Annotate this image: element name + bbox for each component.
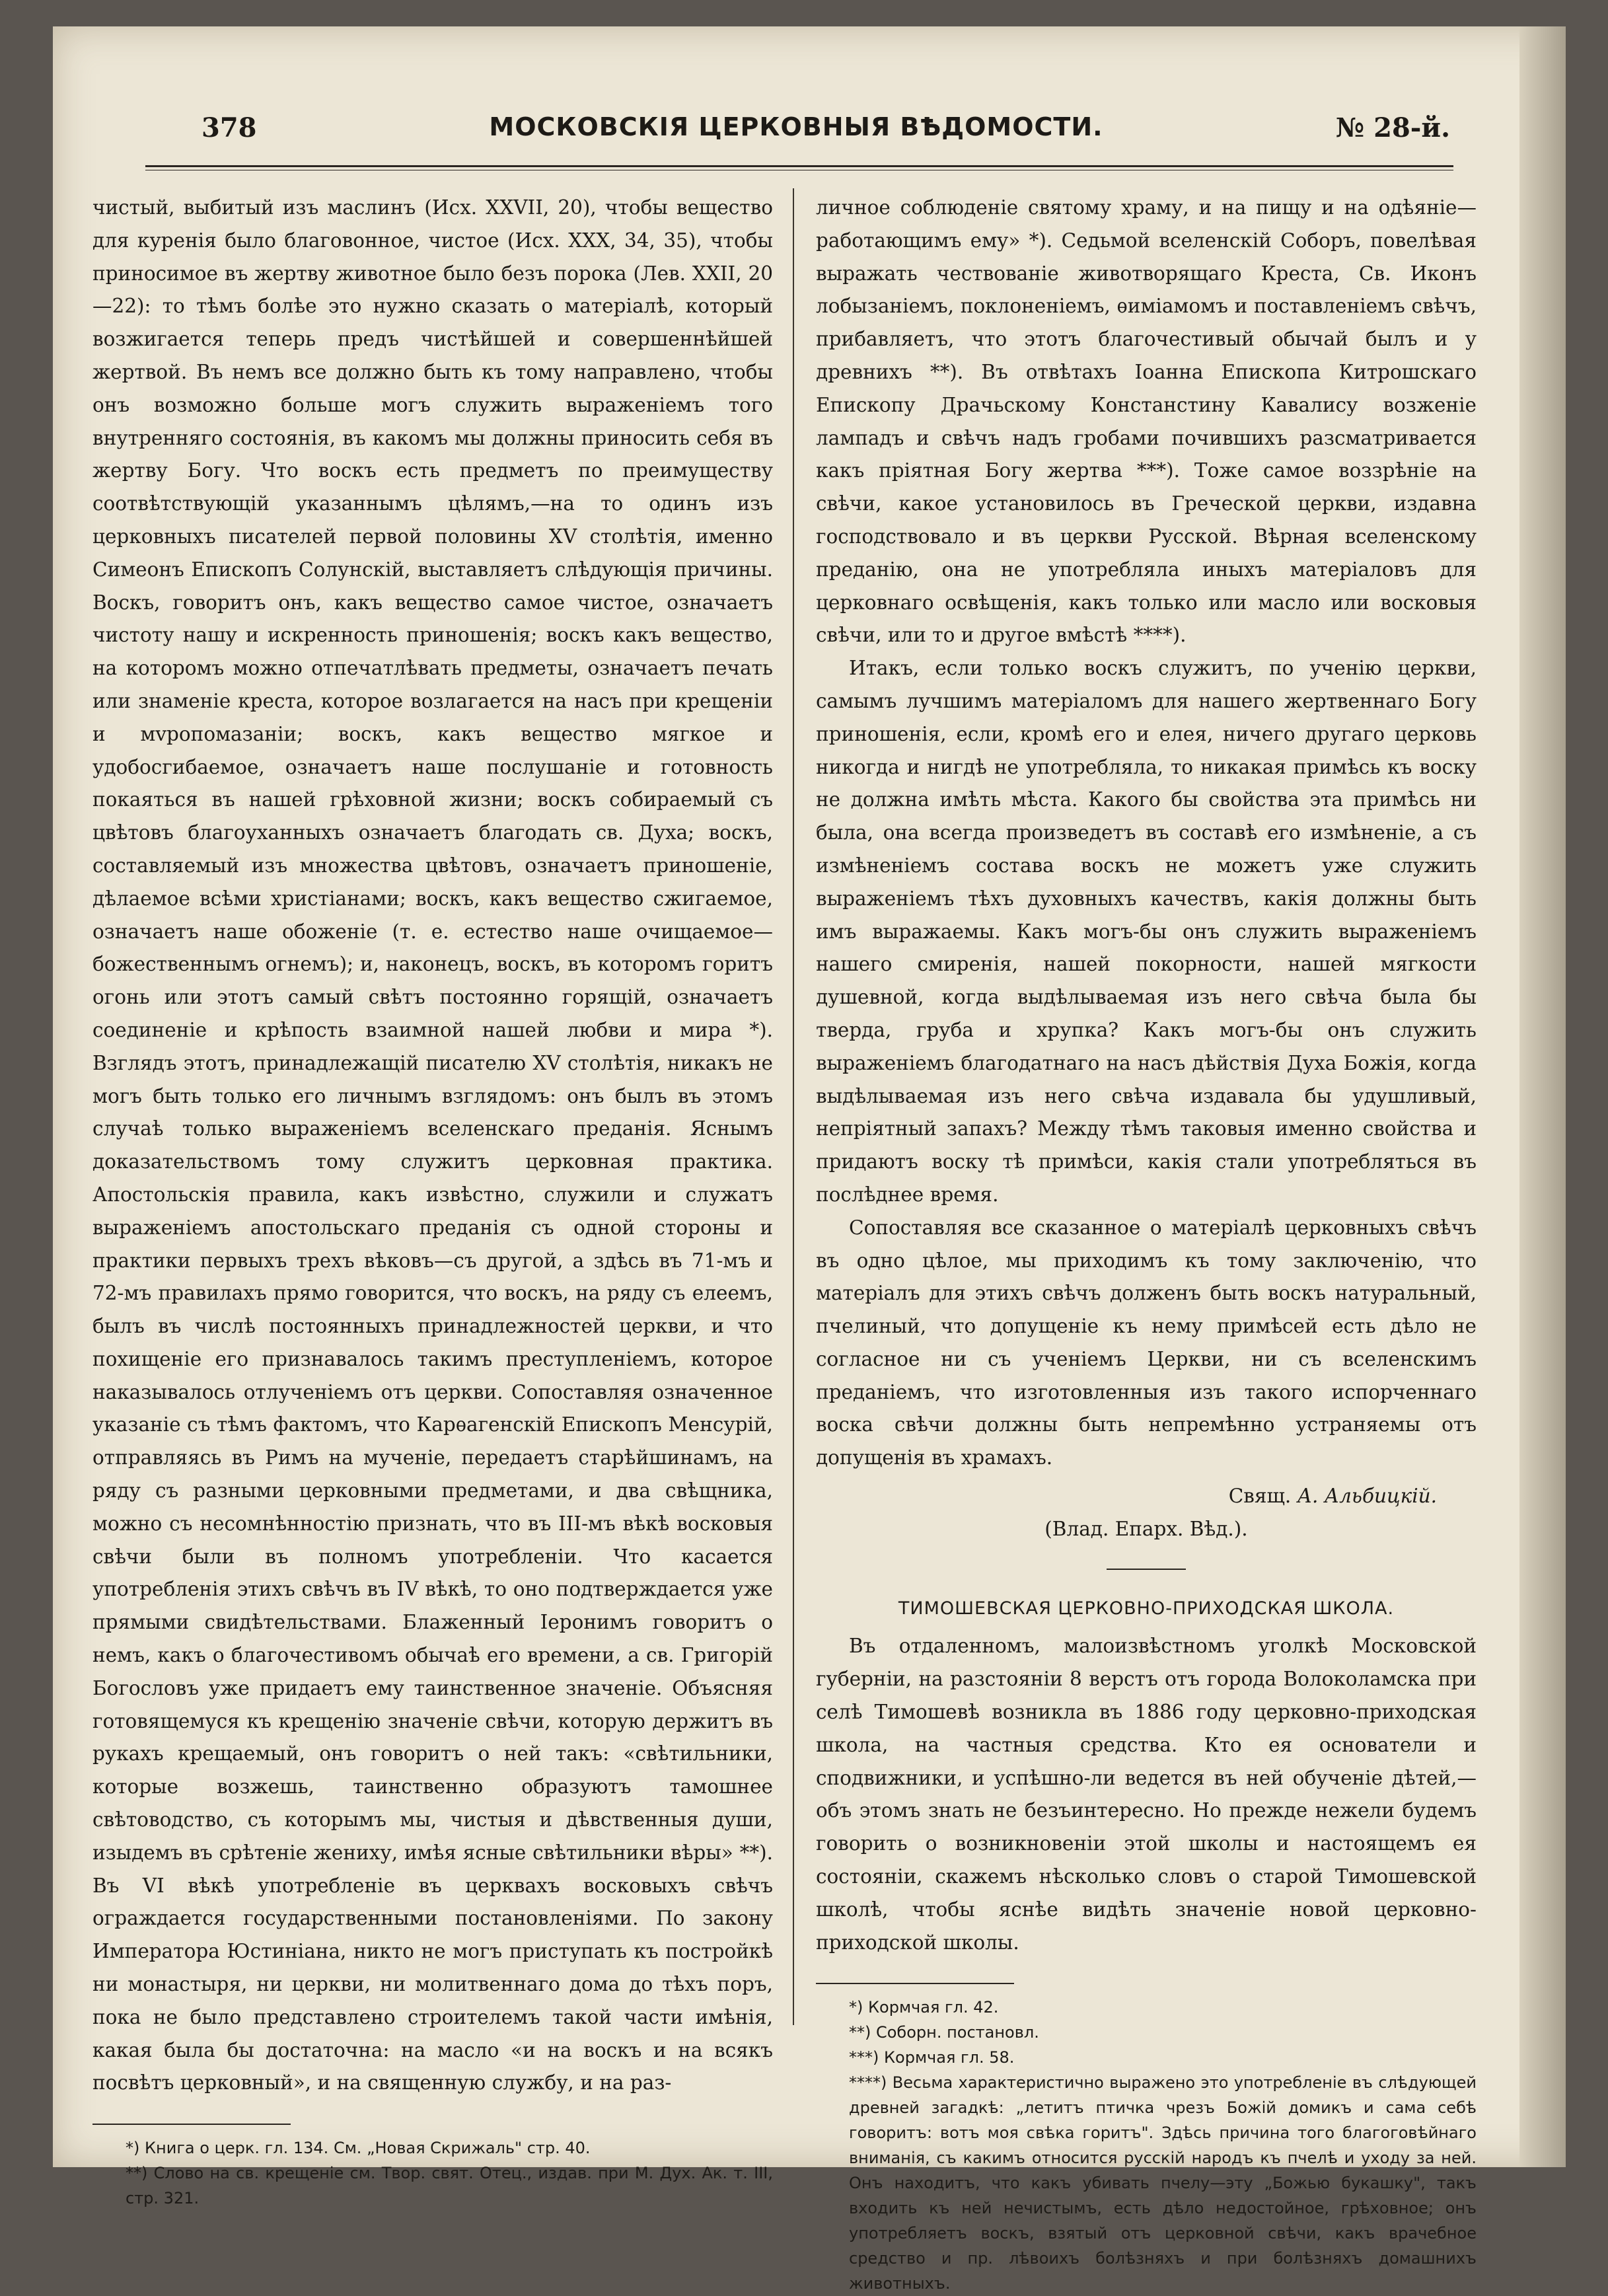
issue-number: № 28-й. — [1335, 112, 1450, 143]
page-number: 378 — [201, 112, 257, 143]
footnote: *) Кормчая гл. 42. — [849, 1998, 999, 2017]
source-citation: (Влад. Епарх. Вѣд.). — [1044, 1517, 1248, 1540]
article-title: ТИМОШЕВСКАЯ ЦЕРКОВНО-ПРИХОДСКАЯ ШКОЛА. — [898, 1598, 1395, 1619]
section-divider — [1107, 1569, 1186, 1570]
signature-prefix: Свящ. — [1228, 1485, 1292, 1508]
journal-title: МОСКОВСКІЯ ЦЕРКОВНЫЯ ВѢДОМОСТИ. — [489, 112, 1103, 141]
footnote: **) Слово на св. крещеніе см. Твор. свят. Отец., издав. при М. Дух. Ак. т. III, стр. 321. — [126, 2164, 773, 2208]
body-paragraph: чистый, выбитый изъ маслинъ (Исх. XXVII, 20), чтобы вещество для куренія было благовонное, чистое (Исх. XXX, 34, 35), чтобы приносимое въ жертву животное было безъ порока (Лев. XXII, 20—22): то тѣмъ болѣе это нужно сказать о матеріалѣ, который возжигается теперь предъ чистѣйшей и совершеннѣйшей жертвой. Въ немъ все должно быть къ тому направлено, чтобы онъ возможно больше могъ служить выраженіемъ того внутренняго состоянія, въ какомъ мы должны приносить себя въ жертву Богу. Что воскъ есть предметъ по преимуществу соотвѣтствующій указаннымъ цѣлямъ,—на то одинъ изъ церковныхъ писателей первой половины XV столѣтія, именно Симеонъ Епископъ Солунскій, выставляетъ слѣдующія причины. Воскъ, говоритъ онъ, какъ вещество самое чистое, означаетъ чистоту нашу и искренность приношенія; воскъ какъ вещество, на которомъ можно отпечатлѣвать предметы, означаетъ печать или знаменіе креста, которое возлагается на насъ при крещеніи и мvропомазаніи; воскъ, какъ вещество мягкое и удобосгибаемое, означаетъ наше послушаніе и готовность покаяться въ нашей грѣховной жизни; воскъ собираемый съ цвѣтовъ благоуханныхъ означаетъ благодать св. Духа; воскъ, составляемый изъ множества цвѣтовъ, означаетъ приношеніе, дѣлаемое всѣми христіанами; воскъ, какъ вещество сжигаемое, означаетъ наше обоженіе (т. е. естество наше очищаемое—божественнымъ огнемъ); и, наконецъ, воскъ, въ которомъ горитъ огонь или этотъ самый свѣтъ постоянно горящій, означаетъ соединеніе и крѣпость взаимной нашей любви и мира *). Взглядъ этотъ, принадлежащій писателю XV столѣтія, никакъ не могъ быть только его личнымъ взглядомъ: онъ былъ въ этомъ случаѣ только выраженіемъ вселенскаго преданія. Яснымъ доказательствомъ тому служитъ церковная практика. Апостольскія правила, какъ извѣстно, служили и служатъ выраженіемъ апостольскаго преданія съ одной стороны и практики первыхъ трехъ вѣковъ—съ другой, а здѣсь въ 71-мъ и 72-мъ правилахъ прямо говорится, что воскъ, на ряду съ елеемъ, былъ въ числѣ постоянныхъ принадлежностей церкви, и что похищеніе его признавалось такимъ преступленіемъ, которое наказывалось отлученіемъ отъ церкви. Сопоставляя означенное указаніе съ тѣмъ фактомъ, что Карѳагенскій Епископъ Менсурій, отправляясь въ Римъ на мученіе, передаетъ старѣйшинамъ, на ряду съ разными церковными предметами, и два свѣщника, можно съ несомнѣнностію признать, что въ III-мъ вѣкѣ восковыя свѣчи были въ полномъ употребленіи. Что касается употребленія этихъ свѣчъ въ IV вѣкѣ, то оно подтверждается уже прямыми свидѣтельствами. Блаженный Іеронимъ говоритъ о немъ, какъ о благочестивомъ обычаѣ его времени, а св. Григорій Богословъ уже придаетъ ему таинственное значеніе. Объясняя готовящемуся къ крещенію значеніе свѣчи, которую держитъ въ рукахъ крещаемый, онъ говоритъ о ней такъ: «свѣтильники, которые возжешь, таинственно образуютъ тамошнее свѣтоводство, съ которымъ мы, чистыя и дѣвственныя души, изыдемъ въ срѣтеніе жениху, имѣя ясные свѣтильники вѣры» **). Въ VI вѣкѣ употребленіе въ церквахъ восковыхъ свѣчъ ограждается государственными постановленіями. По закону Императора Юстиніана, никто не могъ приступать къ постройкѣ ни монастыря, ни церкви, ни молитвеннаго дома до тѣхъ поръ, пока не было представлено строителемъ такой части имѣнія, какая была бы достаточна: на масло «и на воскъ и на всякъ посвѣтъ церковный», и на священную службу, и на раз- — [92, 196, 773, 2094]
author-signature — [816, 1480, 1477, 1513]
article-paragraph: Въ отдаленномъ, малоизвѣстномъ уголкѣ Московской губерніи, на разстояніи 8 верстъ отъ города Волоколамска при селѣ Тимошевѣ возникла въ 1886 году церковно-приходская школа, на частныя средства. Кто ея основатели и сподвижники, и успѣшно-ли ведется въ ней обученіе дѣтей,—объ этомъ знать не безъинтересно. Но прежде нежели будемъ говорить о возникновеніи этой школы и настоящемъ ея состояніи, скажемъ нѣсколько словъ о старой Тимошевской школѣ, чтобы яснѣе видѣть значеніе новой церковно-приходской школы. — [816, 1635, 1477, 1954]
header-rule — [145, 165, 1453, 170]
footnote: ***) Кормчая гл. 58. — [849, 2048, 1015, 2067]
body-paragraph: Итакъ, если только воскъ служитъ, по ученію церкви, самымъ лучшимъ матеріаломъ для нашего жертвеннаго Богу приношенія, если, кромѣ его и елея, ничего другаго церковь никогда и нигдѣ не употребляла, то никакая примѣсь къ воску не должна имѣть мѣста. Какого бы свойства эта примѣсь ни была, она всегда произведетъ въ составѣ его измѣненіе, а съ измѣненіемъ состава воскъ не можетъ уже служить выраженіемъ тѣхъ духовныхъ качествъ, какія должны быть имъ выражаемы. Какъ могъ-бы онъ служить выраженіемъ нашего смиренія, нашей покорности, нашей мягкости душевной, когда выдѣлываемая изъ него свѣча была бы тверда, груба и хрупка? Какъ могъ-бы онъ служить выраженіемъ благодатнаго на насъ дѣйствія Духа Божія, когда выдѣлываемая изъ него свѣча издавала бы удушливый, непріятный запахъ? Между тѣмъ таковыя именно свойства и придаютъ воску тѣ примѣси, какія стали употребляться въ послѣднее время. — [816, 657, 1477, 1206]
page-header — [142, 112, 1450, 152]
column-divider — [793, 188, 794, 2025]
body-paragraph: Сопоставляя все сказанное о матеріалѣ церковныхъ свѣчъ въ одно цѣлое, мы приходимъ къ тому заключенію, что матеріалъ для этихъ свѣчъ долженъ быть воскъ натуральный, пчелиный, что допущеніе къ нему примѣсей есть дѣло не согласное ни съ ученіемъ Церкви, ни съ вселенскимъ преданіемъ, что изготовленныя изъ такого испорченнаго воска свѣчи должны быть непремѣнно устраняемы отъ допущенія въ храмахъ. — [816, 1216, 1477, 1469]
body-paragraph: личное соблюденіе святому храму, и на пищу и на одѣяніе— работающимъ ему» *). Седьмой вселенскій Соборъ, повелѣвая выражать чествованіе животворящаго Креста, Св. Иконъ лобызаніемъ, поклоненіемъ, ѳиміамомъ и поставленіемъ свѣчъ, прибавляетъ, что этотъ благочестивый обычай былъ и у древнихъ **). Въ отвѣтахъ Іоанна Епископа Китрошскаго Епископу Драчьскому Констанстину Кавалису возженіе лампадъ и свѣчъ надъ гробами почившихъ разсматривается какъ пріятная Богу жертва ***). Тоже самое воззрѣніе на свѣчи, какое установилось въ Греческой церкви, издавна господствовало и въ церкви Русской. Вѣрная вселенскому преданію, она не употребляла иныхъ матеріаловъ для церковнаго освѣщенія, какъ только или масло или восковыя свѣчи, или то и другое вмѣстѣ ****). — [816, 196, 1477, 647]
page-edge — [1519, 26, 1566, 2167]
footnote: **) Соборн. постановл. — [849, 2023, 1039, 2042]
signature-name: А. Альбицкій. — [1297, 1485, 1437, 1508]
footnote: ****) Весьма характеристично выражено это употребленіе въ слѣдующей древней загадкѣ: „летитъ птичка чрезъ Божій домикъ и сама себѣ говоритъ: вотъ моя свѣка горитъ". Здѣсь причина того благоговѣйнаго вниманія, съ какимъ относится русскій народъ къ пчелѣ и уходу за ней. Онъ находитъ, что какъ убивать пчелу—эту „Божью букашку", такъ входить къ ней нечистымъ, есть дѣло недостойное, грѣховное; онъ употребляетъ воскъ, взятый отъ церковной свѣчи, какъ врачебное средство и пр. лѣвоихъ болѣзняхъ и при болѣзняхъ домашнихъ животныхъ. — [849, 2073, 1477, 2293]
footnote: *) Книга о церк. гл. 134. См. „Новая Скрижаль" стр. 40. — [126, 2139, 591, 2158]
footnote-divider — [92, 2124, 291, 2125]
left-column — [92, 192, 773, 2211]
footnote-divider — [816, 1983, 1014, 1984]
right-column — [816, 192, 1477, 2296]
